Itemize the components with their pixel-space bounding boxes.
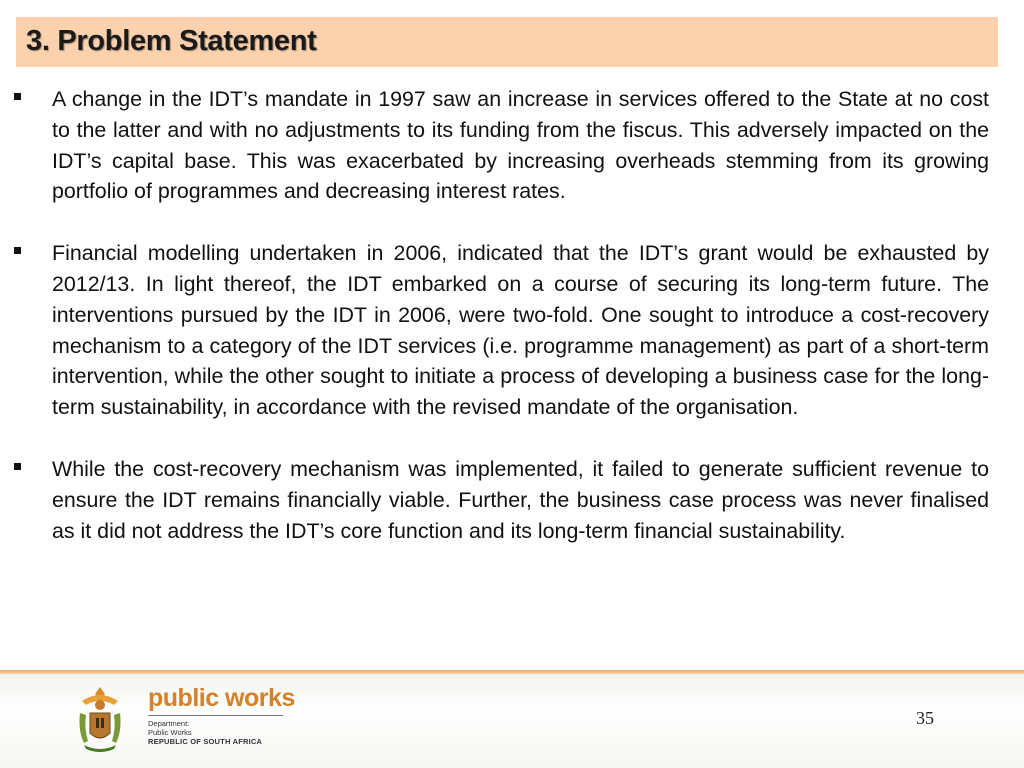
slide-title: 3. Problem Statement: [26, 25, 317, 57]
page-number: 35: [916, 708, 934, 728]
bullet-item: [14, 84, 989, 207]
bullet-list: [14, 84, 989, 577]
bullet-square-icon: [14, 463, 21, 470]
public-works-brand: [148, 684, 295, 746]
bullet-text: A change in the IDT’s mandate in 1997 saw an increase in services offered to the State at no cost to the latter and with no adjustments to its funding from the fiscus. This adversely impacted on the IDT’s capital base. This was exacerbated by increasing overheads stemming from its growing portfolio of programmes and decreasing interest rates.: [52, 87, 989, 204]
brand-line: Public Works: [148, 728, 192, 737]
title-bar: [16, 17, 998, 67]
bullet-text: While the cost-recovery mechanism was implemented, it failed to generate sufficient revenue to ensure the IDT remains financially viable. Further, the business case process was never finalised as it did not address the IDT’s core function and its long-term financial sustainability.: [52, 456, 989, 543]
brand-line: REPUBLIC OF SOUTH AFRICA: [148, 737, 263, 746]
footer-divider: [0, 670, 1024, 674]
brand-divider: [148, 715, 283, 716]
bullet-item: [14, 238, 989, 423]
bullet-square-icon: [14, 93, 21, 100]
brand-line: Department:: [148, 719, 190, 728]
bullet-text: Financial modelling undertaken in 2006, indicated that the IDT’s grant would be exhausted by 2012/13. In light thereof, the IDT embarked on a course of securing its long-term future. The interventions pursued by the IDT in 2006, were two-fold. One sought to introduce a cost-recovery mechanism to a category of the IDT services (i.e. programme management) as part of a short-term intervention, while the other sought to initiate a process of developing a business case for the long-term sustainability, in accordance with the revised mandate of the organisation.: [52, 241, 989, 420]
brand-name: public works: [148, 684, 295, 712]
bullet-item: [14, 454, 989, 546]
bullet-square-icon: [14, 247, 21, 254]
coat-of-arms-icon: [74, 683, 126, 755]
